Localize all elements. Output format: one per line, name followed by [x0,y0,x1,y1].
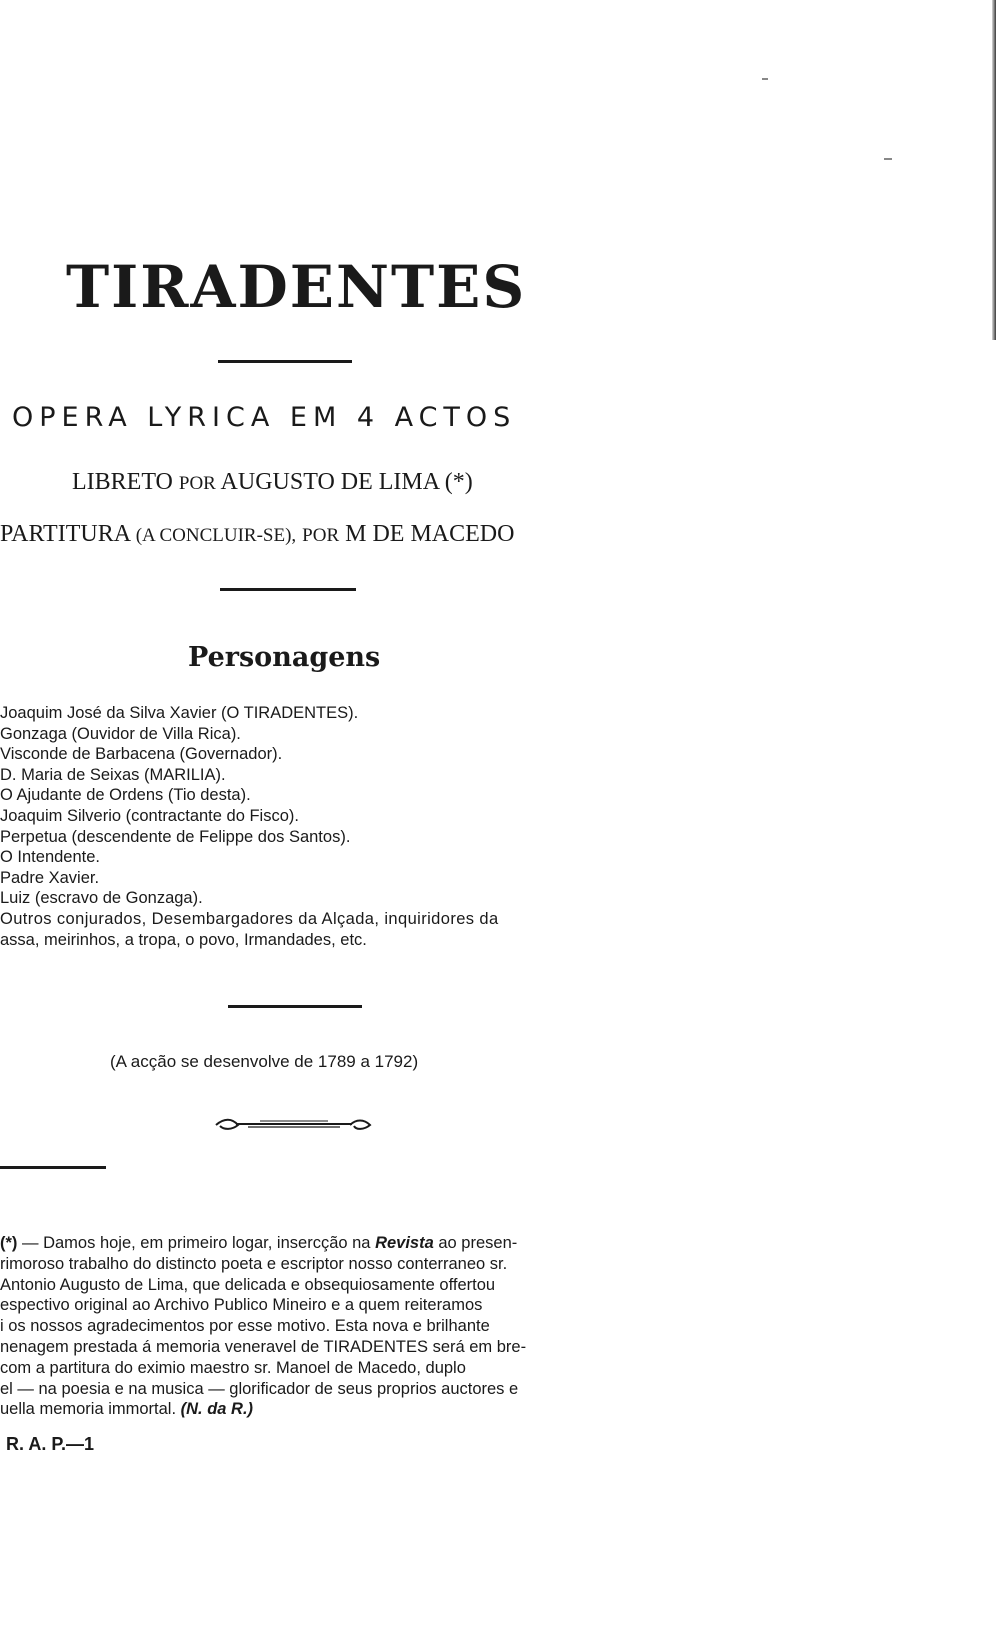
footnote-line: espectivo original ao Archivo Publico Mineiro e a quem reiteramos [0,1296,483,1315]
score-composer: M DE MACEDO [345,521,515,547]
characters-heading: Personagens [188,642,381,673]
footnote-line: nenagem prestada á memoria veneravel de TIRADENTES será em bre- [0,1337,527,1356]
footnote-text: — Damos hoje, em primeiro logar, insercção na [17,1234,376,1252]
character-item: Visconde de Barbacena (Governador). [0,745,283,764]
footnote-line: Antonio Augusto de Lima, que delicada e obsequiosamente offertou [0,1275,496,1294]
footnote-line: i os nossos agradecimentos por esse motivo. Esta nova e brilhante [0,1317,490,1336]
score-by: POR [302,525,340,546]
libretto-label: LIBRETO [72,469,173,495]
character-item: Padre Xavier. [0,868,100,887]
character-item: D. Maria de Seixas (MARILIA). [0,765,226,784]
character-item: Luiz (escravo de Gonzaga). [0,889,203,908]
characters-list [0,703,640,950]
footnote-line [0,1399,636,1420]
page-title: TIRADENTES [66,253,527,321]
libretto-by: POR [178,473,216,494]
character-item: O Intendente. [0,848,100,867]
opera-subtitle: OPERA LYRICA EM 4 ACTOS [12,402,517,433]
character-item: O Ajudante de Ordens (Tio desta). [0,786,251,805]
character-item: assa, meirinhos, a tropa, o povo, Irmandades, etc. [0,930,367,949]
scan-edge [992,0,996,340]
score-label: PARTITURA [0,521,130,547]
footnote-line: com a partitura do eximio maestro sr. Manoel de Macedo, duplo [0,1358,466,1377]
cast-rule [228,1005,362,1008]
ornament-flourish-icon [214,1116,374,1134]
journal-name: Revista [375,1234,434,1252]
editor-credit: (N. da R.) [180,1400,254,1419]
scan-speck [762,78,768,80]
score-credit [0,522,514,546]
libretto-author: AUGUSTO DE LIMA [220,469,439,495]
footnote-line: el — na poesia e na musica — glorificador de seus proprios auctores e [0,1379,519,1398]
libretto-note-marker: (*) [444,469,473,495]
character-item: Gonzaga (Ouvidor de Villa Rica). [0,724,241,743]
character-item: Joaquim Silverio (contractante do Fisco). [0,806,299,825]
footnote-text: ao presen- [433,1234,518,1252]
footnote [0,1233,636,1420]
score-status: (A CONCLUIR-SE), [135,525,297,546]
character-item: Perpetua (descendente de Felippe dos Santos). [0,827,351,846]
action-period: (A acção se desenvolve de 1789 a 1792) [110,1052,419,1071]
credits-rule [220,588,356,591]
scan-speck [884,158,892,160]
footnote-line [0,1233,636,1254]
footnote-rule [0,1166,106,1169]
character-item: Joaquim José da Silva Xavier (O TIRADENTES). [0,704,359,722]
libretto-credit [72,470,473,494]
title-rule [218,360,352,363]
footnote-text: uella memoria immortal. [0,1400,181,1419]
footnote-line: rimoroso trabalho do distincto poeta e escriptor nosso conterraneo sr. [0,1254,508,1273]
page-signature: R. A. P.—1 [6,1434,95,1454]
character-item: Outros conjurados, Desembargadores da Alçada, inquiridores da [0,909,499,928]
footnote-marker: (*) [0,1234,18,1252]
